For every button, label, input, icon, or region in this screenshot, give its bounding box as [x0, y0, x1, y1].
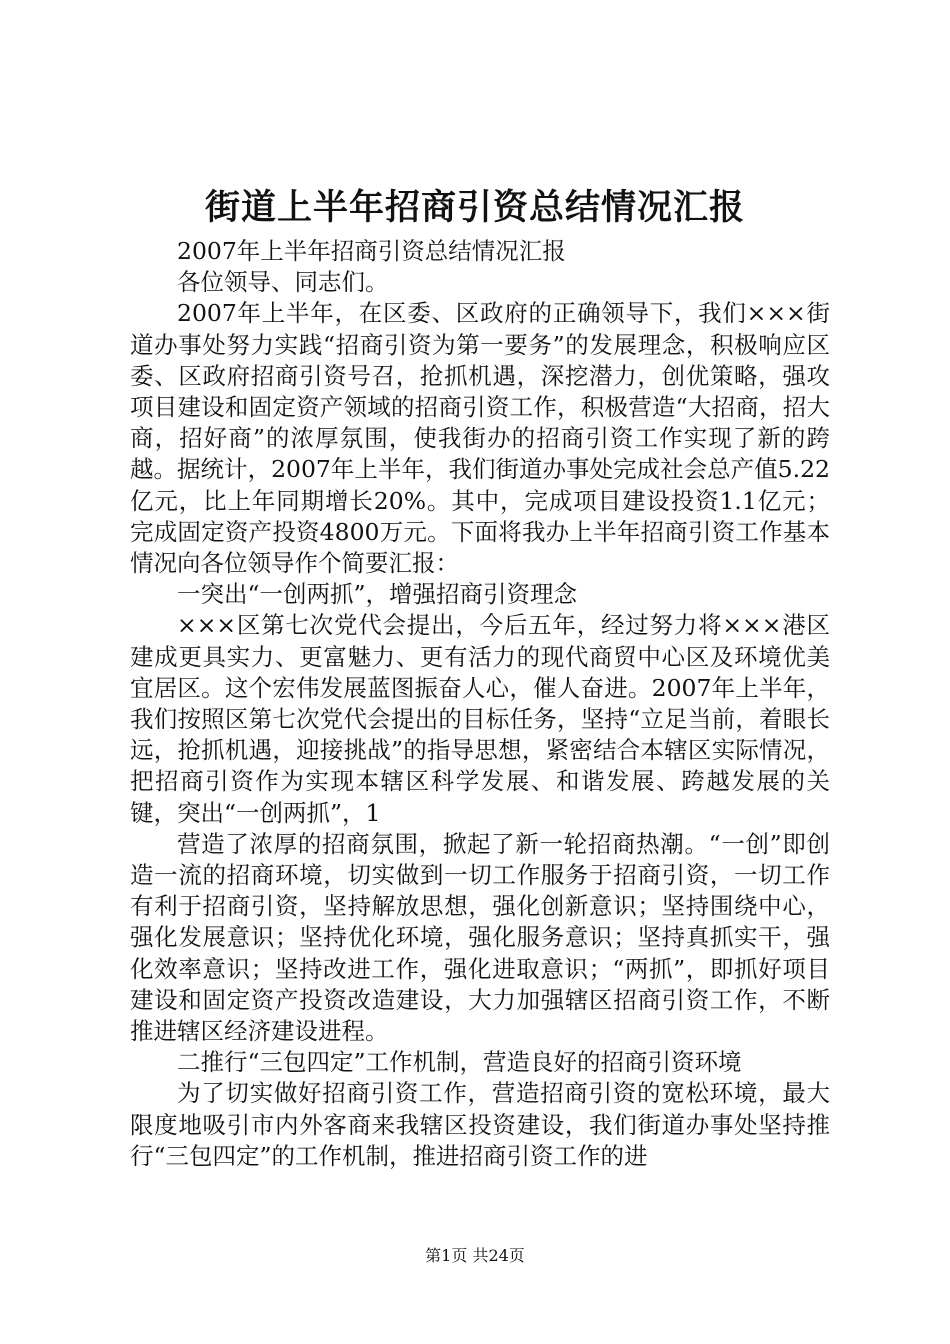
- page-number-footer: 第1页 共24页: [425, 1246, 525, 1265]
- paragraph-report-heading: 2007年上半年招商引资总结情况汇报: [177, 237, 566, 265]
- paragraph-salutation: 各位领导、同志们。: [177, 268, 389, 297]
- document-body: [130, 236, 830, 1172]
- paragraph-section-one-continued: 营造了浓厚的招商氛围，掀起了新一轮招商热潮。“一创”即创造一流的招商环境，切实做到一切工作服务于招商引资，一切工作有利于招商引资，坚持解放思想，强化创新意识；坚持围绕中心，强化发展意识；坚持优化环境，强化服务意识；坚持真抓实干，强化效率意识；坚持改进工作，强化进取意识；“两抓”，即抓好项目建设和固定资产投资改造建设，大力加强辖区招商引资工作，不断推进辖区经济建设进程。: [130, 829, 830, 1046]
- document-title: 街道上半年招商引资总结情况汇报: [204, 187, 745, 228]
- paragraph-intro: 2007年上半年，在区委、区政府的正确领导下，我们×××街道办事处努力实践“招商引资为第一要务”的发展理念，积极响应区委、区政府招商引资号召，抢抓机遇，深挖潜力，创优策略，强攻项目建设和固定资产领域的招商引资工作，积极营造“大招商，招大商，招好商”的浓厚氛围，使我街办的招商引资工作实现了新的跨越。据统计，2007年上半年，我们街道办事处完成社会总产值5.22亿元，比上年同期增长20%。其中，完成项目建设投资1.1亿元；完成固定资产投资4800万元。下面将我办上半年招商引资工作基本情况向各位领导作个简要汇报：: [130, 299, 830, 578]
- section-heading-one: 一突出“一创两抓”，增强招商引资理念: [177, 580, 578, 609]
- section-heading-two: 二推行“三包四定”工作机制，营造良好的招商引资环境: [177, 1048, 742, 1077]
- paragraph-section-two: 为了切实做好招商引资工作，营造招商引资的宽松环境，最大限度地吸引市内外客商来我辖区投资建设，我们街道办事处坚持推行“三包四定”的工作机制，推进招商引资工作的进: [130, 1079, 830, 1170]
- paragraph-section-one: ×××区第七次党代会提出，今后五年，经过努力将×××港区建成更具实力、更富魅力、更有活力的现代商贸中心区及环境优美宜居区。这个宏伟发展蓝图振奋人心，催人奋进。2007年上半年，我们按照区第七次党代会提出的目标任务，坚持“立足当前，着眼长远，抢抓机遇，迎接挑战”的指导思想，紧密结合本辖区实际情况，把招商引资作为实现本辖区科学发展、和谐发展、跨越发展的关键，突出“一创两抓”，1: [130, 611, 830, 827]
